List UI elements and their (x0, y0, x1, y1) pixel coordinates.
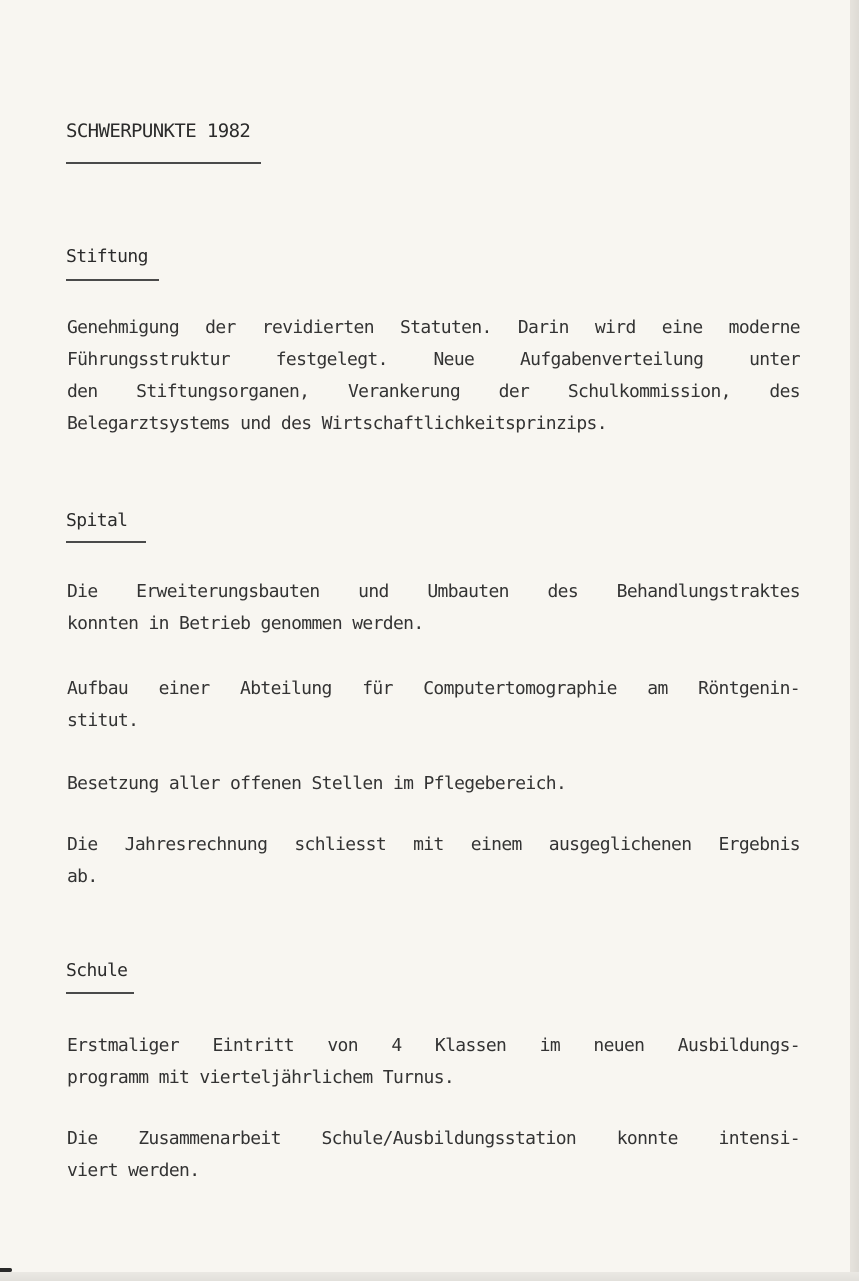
paragraph-line: Die Erweiterungsbauten und Umbauten des Behandlungstraktes (67, 581, 800, 602)
paragraph-line: ab. (67, 866, 98, 887)
page-edge-bottom (0, 1272, 859, 1281)
paragraph-line: Genehmigung der revidierten Statuten. Darin wird eine moderne (67, 317, 800, 338)
section-underline-schule (66, 992, 134, 994)
paragraph-line: viert werden. (67, 1160, 200, 1181)
page-edge-right (850, 0, 859, 1281)
paragraph-line: Die Zusammenarbeit Schule/Ausbildungsstation konnte intensi- (67, 1128, 800, 1149)
paragraph-line: Belegarztsystems und des Wirtschaftlichkeitsprinzips. (67, 413, 607, 434)
paragraph-line: Besetzung aller offenen Stellen im Pflegebereich. (67, 773, 567, 794)
paragraph-line: programm mit vierteljährlichem Turnus. (67, 1067, 455, 1088)
scan-corner-mark (0, 1268, 12, 1272)
paragraph-line: Erstmaliger Eintritt von 4 Klassen im neuen Ausbildungs- (67, 1035, 800, 1056)
paragraph-line: den Stiftungsorganen, Verankerung der Schulkommission, des (67, 381, 800, 402)
paragraph-line: Führungsstruktur festgelegt. Neue Aufgabenverteilung unter (67, 349, 800, 370)
section-heading-spital: Spital (66, 510, 128, 531)
paragraph-line: Aufbau einer Abteilung für Computertomographie am Röntgenin- (67, 678, 800, 699)
paragraph-line: stitut. (67, 710, 139, 731)
page-title: SCHWERPUNKTE 1982 (66, 120, 251, 142)
paragraph-line: Die Jahresrechnung schliesst mit einem ausgeglichenen Ergebnis (67, 834, 800, 855)
section-underline-stiftung (66, 279, 159, 281)
section-heading-stiftung: Stiftung (66, 246, 148, 267)
paragraph-line: konnten in Betrieb genommen werden. (67, 613, 424, 634)
section-underline-spital (66, 541, 146, 543)
section-heading-schule: Schule (66, 960, 128, 981)
title-underline (66, 162, 261, 164)
